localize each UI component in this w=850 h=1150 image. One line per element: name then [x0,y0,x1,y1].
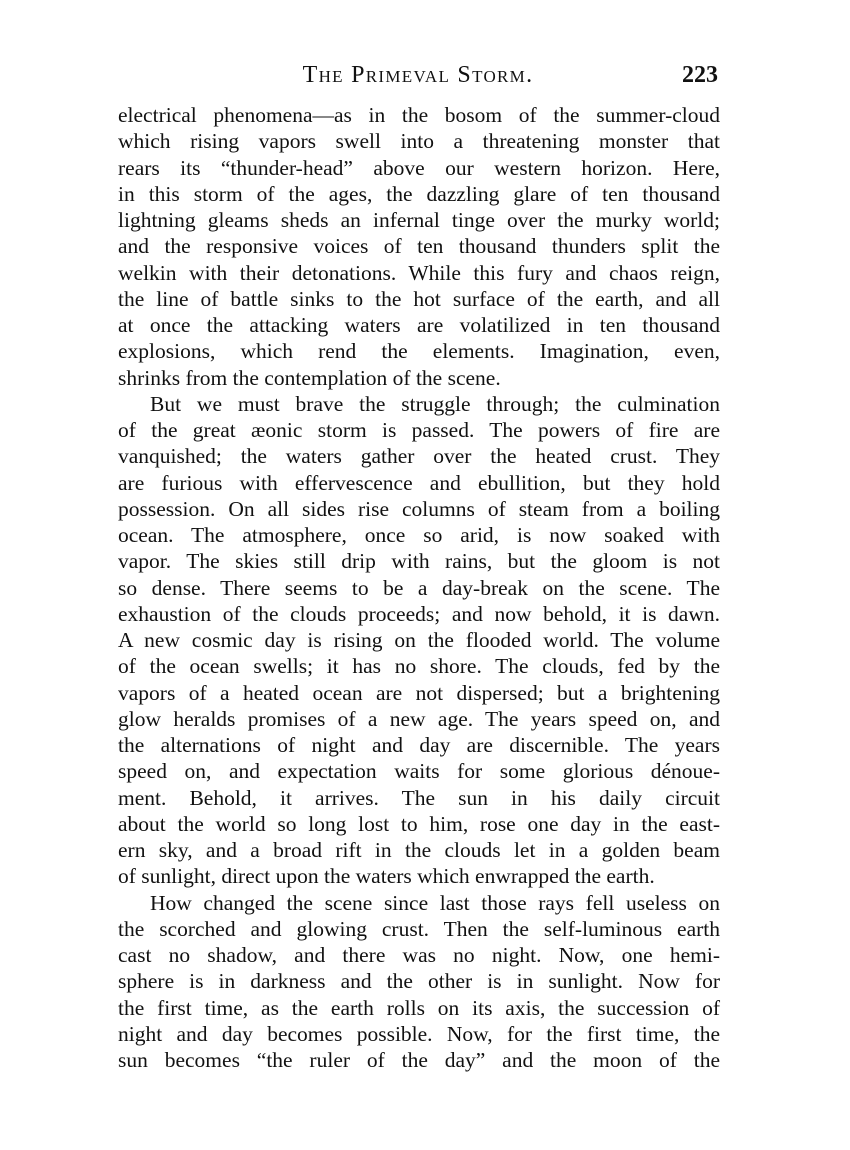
text-line: the scorched and glowing crust. Then the self-luminous earth [118,916,720,941]
text-line: shrinks from the contemplation of the scene. [118,365,501,390]
text-line: of the ocean swells; it has no shore. The clouds, fed by the [118,654,720,679]
text-line: speed on, and expectation waits for some glorious dénoue- [118,759,720,784]
text-line: sphere is in darkness and the other is in sunlight. Now for [118,969,720,994]
page-number: 223 [682,62,718,88]
text-line: vanquished; the waters gather over the heated crust. They [118,444,720,469]
paragraph-first-line: How changed the scene since last those rays fell useless on [150,890,720,915]
text-line: in this storm of the ages, the dazzling glare of ten thousand [118,181,720,206]
text-line: the line of battle sinks to the hot surface of the earth, and all [118,286,720,311]
text-line: glow heralds promises of a new age. The years speed on, and [118,706,720,731]
body-text [118,102,720,1073]
text-line: exhaustion of the clouds proceeds; and now behold, it is dawn. [118,601,720,626]
running-title: The Primeval Storm. [302,62,534,88]
text-line: electrical phenomena—as in the bosom of the summer-cloud [118,103,720,127]
text-line: ern sky, and a broad rift in the clouds let in a golden beam [118,838,720,862]
text-line: A new cosmic day is rising on the flooded world. The volume [118,628,720,652]
text-line: lightning gleams sheds an infernal tinge over the murky world; [118,208,720,232]
paragraph-first-line: But we must brave the struggle through; the culmination [150,391,720,416]
text-line: at once the attacking waters are volatilized in ten thousand [118,313,720,337]
text-line: about the world so long lost to him, rose one day in the east- [118,811,720,836]
text-line: which rising vapors swell into a threatening monster that [118,129,720,154]
text-line: explosions, which rend the elements. Imagination, even, [118,339,720,364]
text-line: are furious with effervescence and ebullition, but they hold [118,470,720,495]
text-line: ment. Behold, it arrives. The sun in his daily circuit [118,785,720,810]
text-line: night and day becomes possible. Now, for the first time, the [118,1021,720,1046]
text-line: and the responsive voices of ten thousand thunders split the [118,234,720,259]
text-line: sun becomes “the ruler of the day” and the moon of the [118,1048,720,1072]
running-head [118,55,718,95]
text-line: welkin with their detonations. While this fury and chaos reign, [118,260,720,285]
text-line: of sunlight, direct upon the waters which enwrapped the earth. [118,864,655,889]
text-line: ocean. The atmosphere, once so arid, is now soaked with [118,523,720,547]
text-line: so dense. There seems to be a day-break on the scene. The [118,575,720,600]
text-line: of the great æonic storm is passed. The powers of fire are [118,418,720,442]
text-line: vapors of a heated ocean are not dispersed; but a brightening [118,680,720,705]
text-line: the alternations of night and day are discernible. The years [118,733,720,757]
text-line: the first time, as the earth rolls on its axis, the succession of [118,995,720,1020]
text-line: rears its “thunder-head” above our western horizon. Here, [118,155,720,180]
text-line: cast no shadow, and there was no night. Now, one hemi- [118,943,720,967]
text-line: possession. On all sides rise columns of steam from a boiling [118,496,720,521]
text-line: vapor. The skies still drip with rains, but the gloom is not [118,549,720,574]
